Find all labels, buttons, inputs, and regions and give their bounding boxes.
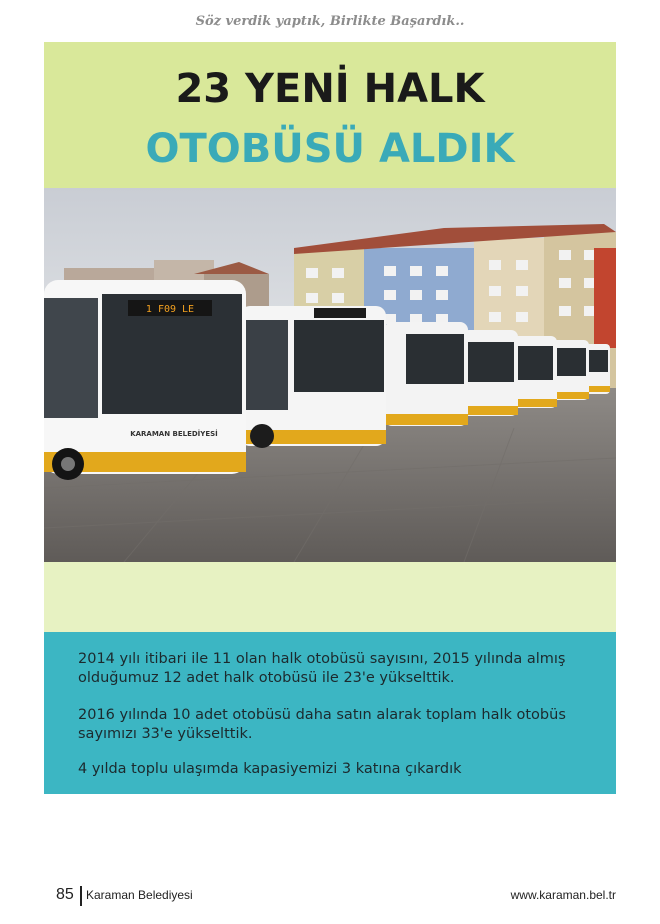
website-link[interactable]: www.karaman.bel.tr <box>510 888 616 902</box>
paragraph-2: 2016 yılında 10 adet otobüsü daha satın alarak toplam halk otobüs sayımızı 33'e yükselttik. <box>78 707 566 742</box>
title-line-2: OTOBÜSÜ ALDIK <box>145 126 515 172</box>
bus-body-label: KARAMAN BELEDİYESİ <box>130 430 218 438</box>
title-line-1: 23 YENİ HALK <box>175 66 485 112</box>
title-banner <box>44 42 616 188</box>
page-number-divider <box>80 886 82 906</box>
header-slogan: Söz verdik yaptık, Birlikte Başardık.. <box>195 14 465 29</box>
pale-divider-band <box>44 562 616 632</box>
info-text-box <box>44 632 616 794</box>
paragraph-3: 4 yılda toplu ulaşımda kapasiyemizi 3 katına çıkardık <box>78 761 462 777</box>
bus-destination-display: 1 F09 LE <box>145 304 195 315</box>
page-number: 85 <box>56 886 74 903</box>
paragraph-1: 2014 yılı itibari ile 11 olan halk otobüsü sayısını, 2015 yılında almış olduğumuz 12 adet halk otobüsü ile 23'e yükselttik. <box>78 651 566 686</box>
bus-fleet-photo <box>44 188 616 562</box>
publisher-name: Karaman Belediyesi <box>86 888 193 902</box>
